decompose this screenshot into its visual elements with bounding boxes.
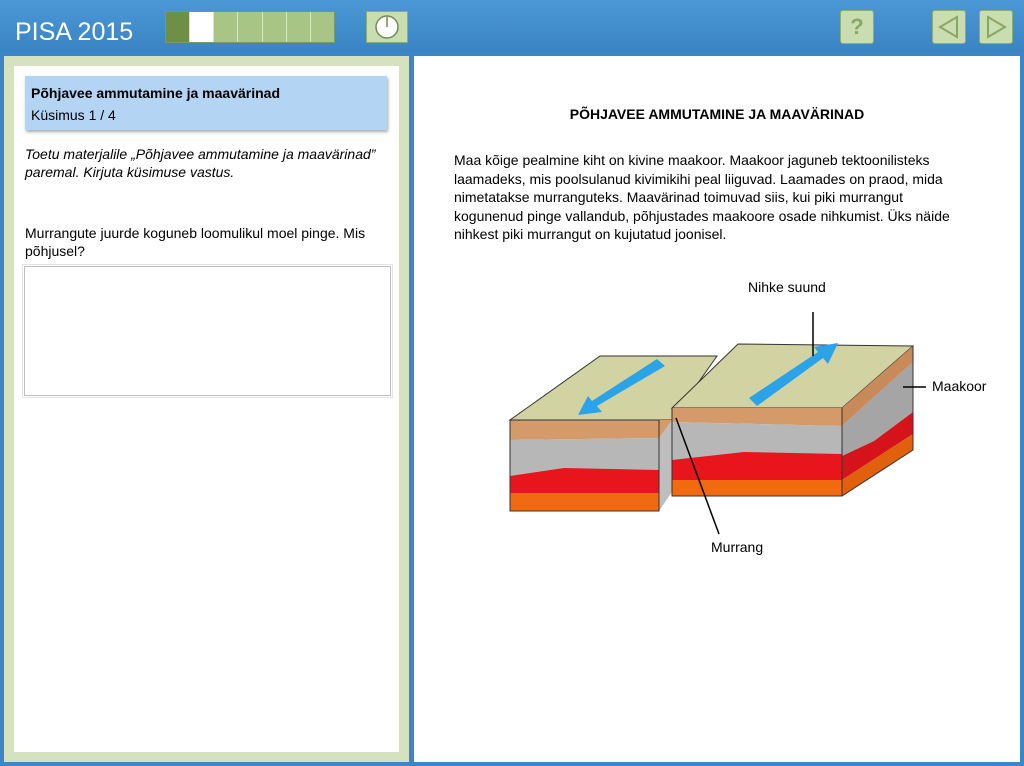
fault-label: Murrang (711, 539, 764, 555)
stimulus-panel (414, 56, 1020, 762)
stimulus-title: PÕHJAVEE AMMUTAMINE JA MAAVÄRINAD (569, 106, 865, 122)
question-header (25, 76, 387, 130)
progress-segment (166, 12, 190, 42)
progress-segment (190, 12, 214, 42)
next-arrow-icon (984, 15, 1008, 39)
left-block-soil-layer (510, 420, 672, 440)
direction-label: Nihke suund (748, 279, 826, 295)
progress-segment (214, 12, 238, 42)
answer-textbox[interactable] (24, 266, 391, 396)
right-block-orange-layer (672, 480, 842, 496)
progress-segment (238, 12, 262, 42)
instruction-text: Toetu materjalile „Põhjavee ammutamine ja maavärinad” paremal. Kirjuta küsimuse vastus. (25, 146, 376, 180)
progress-segment (263, 12, 287, 42)
fault-diagram (414, 56, 1020, 762)
timer-button[interactable] (366, 11, 408, 43)
question-panel-inner (14, 66, 399, 752)
help-button[interactable] (840, 10, 874, 44)
timer-icon (374, 14, 400, 40)
previous-button[interactable] (932, 10, 966, 44)
help-icon: ? (850, 14, 864, 39)
app-title: PISA 2015 (15, 18, 134, 46)
top-bar (0, 0, 1024, 52)
question-counter: Küsimus 1 / 4 (31, 107, 116, 123)
unit-title: Põhjavee ammutamine ja maavärinad (31, 85, 280, 101)
progress-indicator (165, 11, 335, 43)
crust-label: Maakoor (932, 378, 987, 394)
stimulus-text: Maa kõige pealmine kiht on kivine maakoor. Maakoor jaguneb tektoonilisteks laamadeks, mis poolsulanud kivimikihi peal liiguvad. Laamades on praod, mida nimetatakse murranguteks. Maavärinad toimuvad siis, kui piki murrangut kogunenud pinge vallandub, põhjustades maakoore osade nihkumist. Üks näide nihkest piki murrangut on kujutatud joonisel. (454, 152, 950, 242)
left-block-orange-layer (510, 493, 659, 511)
prev-arrow-icon (937, 15, 961, 39)
progress-segment (311, 12, 334, 42)
progress-segment (287, 12, 311, 42)
question-panel (4, 56, 409, 762)
question-text: Murrangute juurde koguneb loomulikul moel pinge. Mis põhjusel? (25, 225, 366, 259)
next-button[interactable] (979, 10, 1013, 44)
